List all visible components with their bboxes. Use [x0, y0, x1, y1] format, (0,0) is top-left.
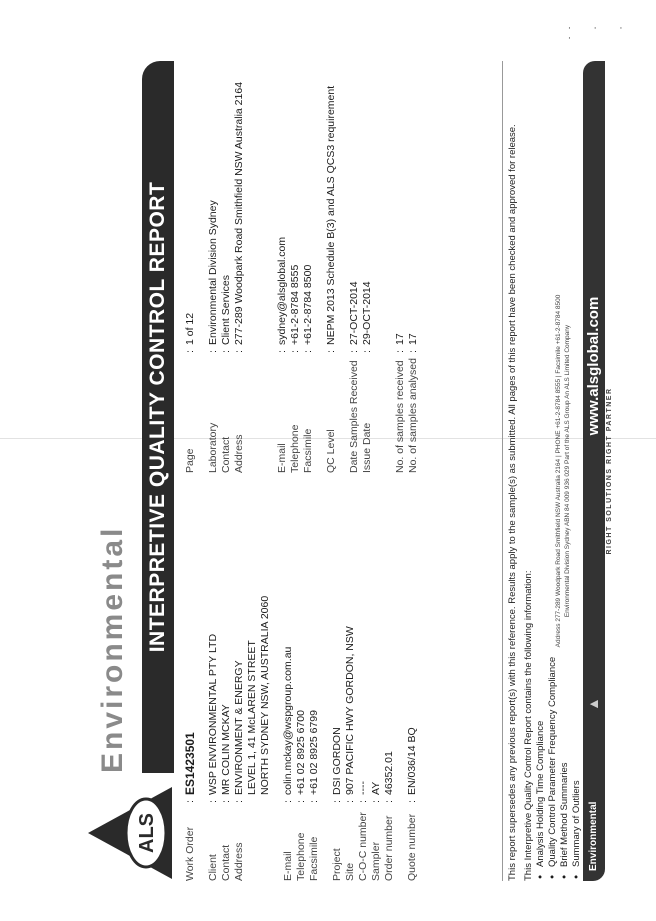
field-value: +61-2-8784 8555 — [289, 264, 301, 345]
field-qc-level: QC Level : NEPM 2013 Schedule B(3) and ALS QCS3 requirement — [325, 85, 337, 473]
field-value: +61 02 8925 6700 — [295, 709, 307, 795]
field-work-order: Work Order : ES1423501 — [183, 731, 197, 881]
work-order-value: ES1423501 — [183, 731, 197, 795]
field-value: colin.mckay@wspgroup.com.au — [282, 646, 294, 795]
field-issue-date: Issue Date : 29-OCT-2014 — [361, 280, 373, 473]
field-lab-address: Address : 277-289 Woodpark Road Smithfield NSW Australia 2164 — [233, 81, 245, 473]
field-label: E-mail — [282, 850, 294, 881]
footer-brand: Environmental — [583, 671, 605, 881]
report-header — [86, 61, 178, 881]
field-value: 277-289 Woodpark Road Smithfield NSW Australia 2164 — [233, 81, 245, 345]
supersede-note: This report supersedes any previous report(s) with this reference. Results apply to the sample(s) as submitted. All pages of this report have been checked and approved for release. — [507, 123, 518, 881]
field-address-line3 — [259, 481, 272, 881]
field-sampler: Sampler : AY — [370, 781, 382, 881]
field-label: Telephone — [295, 832, 307, 881]
list-item: ● Quality Control Parameter Frequency Compliance — [547, 61, 559, 867]
field-value: DSI GORDON — [331, 726, 343, 795]
page-count: 1 of 12 — [184, 312, 196, 345]
field-project: Project : DSI GORDON — [331, 726, 343, 881]
contents-intro: This Interpretive Quality Control Report contains the following information: — [523, 570, 534, 881]
field-value: 17 — [407, 332, 419, 345]
field-value: 46352.01 — [383, 750, 395, 795]
field-value: AY — [370, 781, 382, 795]
field-value: LEVEL 1, 41 McLAREN STREET — [246, 639, 258, 795]
field-date-received: Date Samples Received : 27-OCT-2014 — [348, 280, 360, 473]
field-value: EN/036/14 BQ — [406, 726, 418, 795]
field-facsimile: Facsimile : +61 02 8925 6799 — [308, 709, 320, 881]
field-label: Issue Date — [361, 422, 373, 473]
field-label: Sampler — [370, 841, 382, 881]
field-value: 27-OCT-2014 — [348, 280, 360, 345]
field-label: Client — [207, 853, 219, 881]
field-coc-number: C-O-C number : ---- — [357, 780, 369, 881]
field-value: +61-2-8784 8500 — [302, 264, 314, 345]
field-label: No. of samples analysed — [407, 357, 419, 473]
field-lab-email: E-mail : sydney@alsglobal.com — [276, 236, 288, 473]
footer-bar — [583, 61, 605, 881]
field-telephone: Telephone : +61 02 8925 6700 — [295, 709, 307, 881]
field-page: Page : 1 of 12 — [184, 312, 196, 473]
field-email: E-mail : colin.mckay@wspgroup.com.au — [282, 646, 294, 881]
section-divider — [502, 61, 503, 881]
brand-name: Environmental — [96, 525, 129, 773]
field-lab-telephone: Telephone : +61-2-8784 8555 — [289, 264, 301, 473]
field-label: Site — [344, 862, 356, 881]
list-item: ● Analysis Holding Time Compliance — [535, 61, 547, 867]
field-address: Address : ENVIRONMENT & ENERGY — [233, 659, 245, 881]
field-lab-facsimile: Facsimile : +61-2-8784 8500 — [302, 264, 314, 473]
field-laboratory: Laboratory : Environmental Division Sydney — [207, 199, 219, 473]
report-title: INTERPRETIVE QUALITY CONTROL REPORT — [142, 61, 174, 773]
field-label: Work Order — [184, 826, 196, 881]
footer-url: www.alsglobal.com — [583, 61, 605, 671]
field-client: Client : WSP ENVIRONMENTAL PTY LTD — [207, 633, 219, 881]
logo-initials: ALS — [136, 812, 158, 853]
field-label: Contact — [220, 844, 232, 881]
scan-specks: · · · · — [568, 24, 633, 44]
field-value: Environmental Division Sydney — [207, 199, 219, 345]
field-value: Client Services — [220, 274, 232, 345]
field-label: Laboratory — [207, 422, 219, 473]
field-value: sydney@alsglobal.com — [276, 236, 288, 345]
field-value: 907 PACIFIC HWY GORDON, NSW — [344, 625, 356, 795]
footer-address-line2: Environmental Division Sydney ABN 84 009 936 029 Part of the ALS Group An ALS Limited Company — [564, 324, 571, 617]
field-samples-analysed: No. of samples analysed : 17 — [407, 332, 419, 473]
field-label: Quote number — [406, 813, 418, 881]
field-quote-number: Quote number : EN/036/14 BQ — [406, 726, 418, 881]
report-page — [48, 21, 613, 901]
field-contact: Contact : MR COLIN MCKAY — [220, 703, 232, 881]
field-value: MR COLIN MCKAY — [220, 703, 232, 795]
field-label: Facsimile — [308, 836, 320, 881]
field-value: +61 02 8925 6799 — [308, 709, 320, 795]
field-label: Order number — [383, 815, 395, 881]
field-label: Page — [184, 447, 196, 473]
field-label: E-mail — [276, 442, 288, 473]
field-value: NEPM 2013 Schedule B(3) and ALS QCS3 requirement — [325, 85, 337, 345]
field-label: Facsimile — [302, 428, 314, 473]
field-label: Contact — [220, 436, 232, 473]
footer-logo-icon: ▲ — [585, 696, 601, 711]
client-details — [184, 481, 419, 881]
field-site: Site : 907 PACIFIC HWY GORDON, NSW — [344, 625, 356, 881]
field-label: Project — [331, 847, 343, 881]
laboratory-details — [184, 61, 420, 473]
field-address-line2 — [246, 481, 259, 881]
field-label: Address — [233, 433, 245, 473]
als-logo-icon — [86, 785, 174, 881]
footer-address-line1: Address 277-289 Woodpark Road Smithfield NSW Australia 2164 | PHONE +61-2-8784 8555 | Facsimile +61-2-8784 8500 — [555, 294, 562, 647]
list-item: ● Brief Method Summaries — [559, 61, 571, 867]
field-value: ENVIRONMENT & ENERGY — [233, 659, 245, 795]
list-item: ● Summary of Outliers — [571, 61, 583, 867]
field-label: Date Samples Received — [348, 359, 360, 473]
field-value: NORTH SYDNEY NSW, AUSTRALIA 2060 — [259, 595, 271, 795]
field-label: Address — [233, 841, 245, 881]
field-label: QC Level — [325, 428, 337, 473]
field-lab-contact: Contact : Client Services — [220, 274, 232, 473]
field-value: WSP ENVIRONMENTAL PTY LTD — [207, 633, 219, 795]
field-samples-received: No. of samples received : 17 — [394, 332, 406, 473]
field-value: 17 — [394, 332, 406, 345]
field-label: Telephone — [289, 424, 301, 473]
field-order-number: Order number : 46352.01 — [383, 750, 395, 881]
field-label: No. of samples received — [394, 359, 406, 473]
footer-address — [554, 61, 572, 881]
footer-tagline: RIGHT SOLUTIONS RIGHT PARTNER — [606, 386, 613, 555]
field-label: C-O-C number — [357, 811, 369, 881]
field-value: ---- — [357, 780, 369, 795]
field-value: 29-OCT-2014 — [361, 280, 373, 345]
